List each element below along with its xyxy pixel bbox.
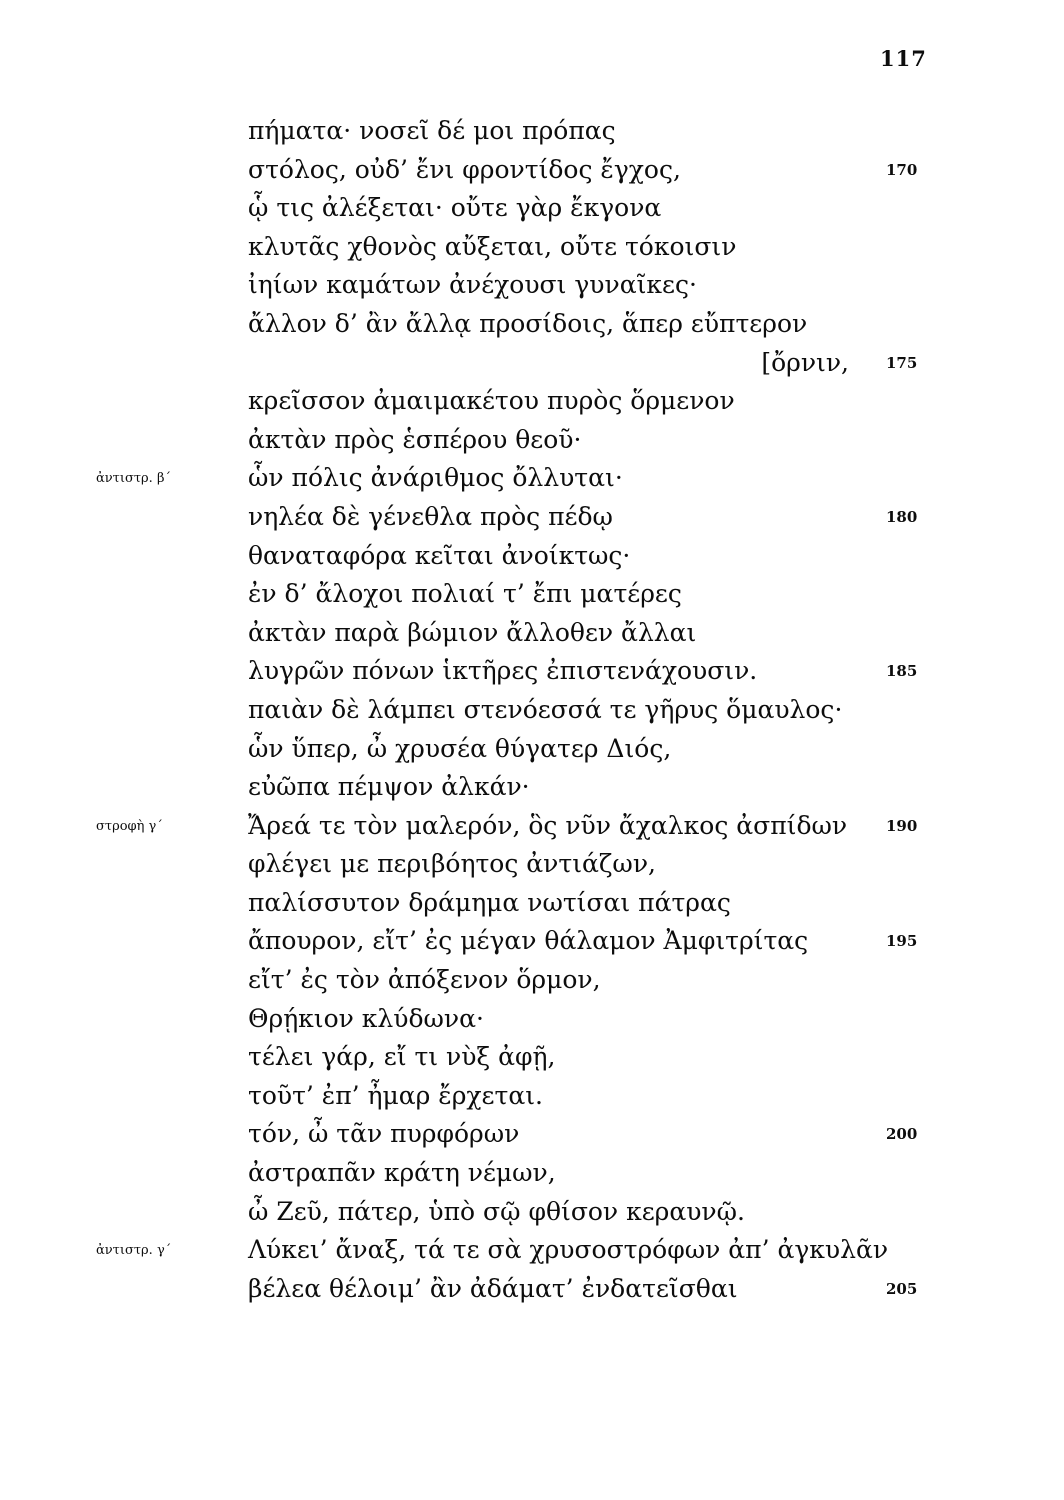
- verse-row: [0, 421, 1064, 460]
- line-number: 190: [886, 816, 918, 835]
- verse-line: ἄπουρον, εἴτ’ ἐς μέγαν θάλαμον Ἀμφιτρίτας: [248, 926, 809, 956]
- verse-line: ὧν πόλις ἀνάριθμος ὄλλυται·: [248, 463, 623, 493]
- verse-row: [0, 961, 1064, 1000]
- strophe-label: ἀντιστρ. γ΄: [96, 1243, 172, 1259]
- line-number: 180: [886, 507, 918, 526]
- verse-row: [0, 575, 1064, 614]
- verse-line: ἀκτὰν πρὸς ἑσπέρου θεοῦ·: [248, 424, 582, 454]
- verse-row: [0, 112, 1064, 151]
- verse-row: [0, 537, 1064, 576]
- verse-row: [0, 1115, 1064, 1154]
- verse-row: [0, 845, 1064, 884]
- verse-row: [0, 768, 1064, 807]
- verse-line: Θρῄκιον κλύδωνα·: [248, 1003, 484, 1033]
- verse-line: τόν, ὦ τᾶν πυρφόρων: [248, 1119, 520, 1149]
- verse-line: πήματα· νοσεῖ δέ μοι πρόπας: [248, 116, 616, 145]
- verse-row: [0, 1038, 1064, 1077]
- verse-line: ἰηίων καμάτων ἀνέχουσι γυναῖκες·: [248, 270, 697, 300]
- verse-line: Ἄρεά τε τὸν μαλερόν, ὃς νῦν ἄχαλκος ἀσπίδων: [248, 810, 848, 840]
- verse-row: [0, 614, 1064, 653]
- verse-line: ὦ Ζεῦ, πάτερ, ὑπὸ σῷ φθίσον κεραυνῷ.: [248, 1196, 745, 1226]
- verse-line: ἀστραπᾶν κράτη νέμων,: [248, 1158, 556, 1188]
- verse-row: [0, 344, 1064, 383]
- verse-line: ἄλλον δ’ ἂν ἄλλᾳ προσίδοις, ἅπερ εὔπτερον: [248, 308, 808, 338]
- verse-row: [0, 189, 1064, 228]
- line-number: 185: [886, 662, 918, 681]
- verse-line: τοῦτ’ ἐπ’ ἦμαρ ἔρχεται.: [248, 1080, 543, 1110]
- verse-row: [0, 266, 1064, 305]
- verse-row: [0, 1231, 1064, 1270]
- strophe-label: στροφὴ γ΄: [96, 818, 163, 834]
- verse-row: [0, 151, 1064, 190]
- line-number: 195: [886, 932, 918, 951]
- verse-line: θαναταφόρα κεῖται ἀνοίκτως·: [248, 540, 631, 570]
- verse-row: [0, 1270, 1064, 1309]
- line-number: 175: [886, 353, 918, 372]
- verse-row: [0, 652, 1064, 691]
- verse-line: εὐῶπα πέμψον ἀλκάν·: [248, 772, 530, 802]
- verse-line: ὧν ὕπερ, ὦ χρυσέα θύγατερ Διός,: [248, 733, 672, 763]
- verse-row: [0, 228, 1064, 267]
- verse-line: στόλος, οὐδ’ ἔνι φροντίδος ἔγχος,: [248, 154, 681, 184]
- verse-line: Λύκει’ ἄναξ, τά τε σὰ χρυσοστρόφων ἀπ’ ἀγκυλᾶν: [248, 1235, 889, 1265]
- verse-line: παιὰν δὲ λάμπει στενόεσσά τε γῆρυς ὅμαυλος·: [248, 694, 843, 724]
- strophe-label: ἀντιστρ. β΄: [96, 471, 171, 487]
- page-number: 117: [880, 46, 927, 71]
- verse-line: παλίσσυτον δράμημα νωτίσαι πάτρας: [248, 887, 731, 917]
- verse-row: [0, 382, 1064, 421]
- verse-line: φλέγει με περιβόητος ἀντιάζων,: [248, 849, 656, 879]
- verse-row: [0, 1193, 1064, 1232]
- verse-line: τέλει γάρ, εἴ τι νὺξ ἀφῇ,: [248, 1042, 556, 1072]
- verse-line: νηλέα δὲ γένεθλα πρὸς πέδῳ: [248, 501, 613, 531]
- verse-line: βέλεα θέλοιμ’ ἂν ἀδάματ’ ἐνδατεῖσθαι: [248, 1273, 738, 1303]
- verse-line: εἴτ’ ἐς τὸν ἀπόξενον ὅρμον,: [248, 965, 601, 995]
- verse-row: [0, 691, 1064, 730]
- verse-row: [0, 498, 1064, 537]
- verse-row: [0, 807, 1064, 846]
- verse-line-continuation: [ὄρνιν,: [761, 347, 849, 377]
- verse-line: κρεῖσσον ἀμαιμακέτου πυρὸς ὅρμενον: [248, 386, 735, 416]
- line-number: 200: [886, 1125, 918, 1144]
- verse-row: [0, 459, 1064, 498]
- verse-row: [0, 884, 1064, 923]
- verse-line: ᾧ τις ἀλέξεται· οὔτε γὰρ ἔκγονα: [248, 193, 662, 223]
- verse-line: ἀκτὰν παρὰ βώμιον ἄλλοθεν ἄλλαι: [248, 617, 697, 647]
- verse-line: λυγρῶν πόνων ἱκτῆρες ἐπιστενάχουσιν.: [248, 656, 758, 686]
- verse-row: [0, 305, 1064, 344]
- verse-line: κλυτᾶς χθονὸς αὔξεται, οὔτε τόκοισιν: [248, 231, 737, 261]
- verse-line: ἐν δ’ ἄλοχοι πολιαί τ’ ἔπι ματέρες: [248, 579, 682, 609]
- poem-text-block: [0, 112, 1064, 1308]
- line-number: 170: [886, 160, 918, 179]
- verse-row: [0, 1077, 1064, 1116]
- verse-row: [0, 1154, 1064, 1193]
- verse-row: [0, 730, 1064, 769]
- verse-row: [0, 1000, 1064, 1039]
- verse-row: [0, 922, 1064, 961]
- line-number: 205: [886, 1279, 918, 1298]
